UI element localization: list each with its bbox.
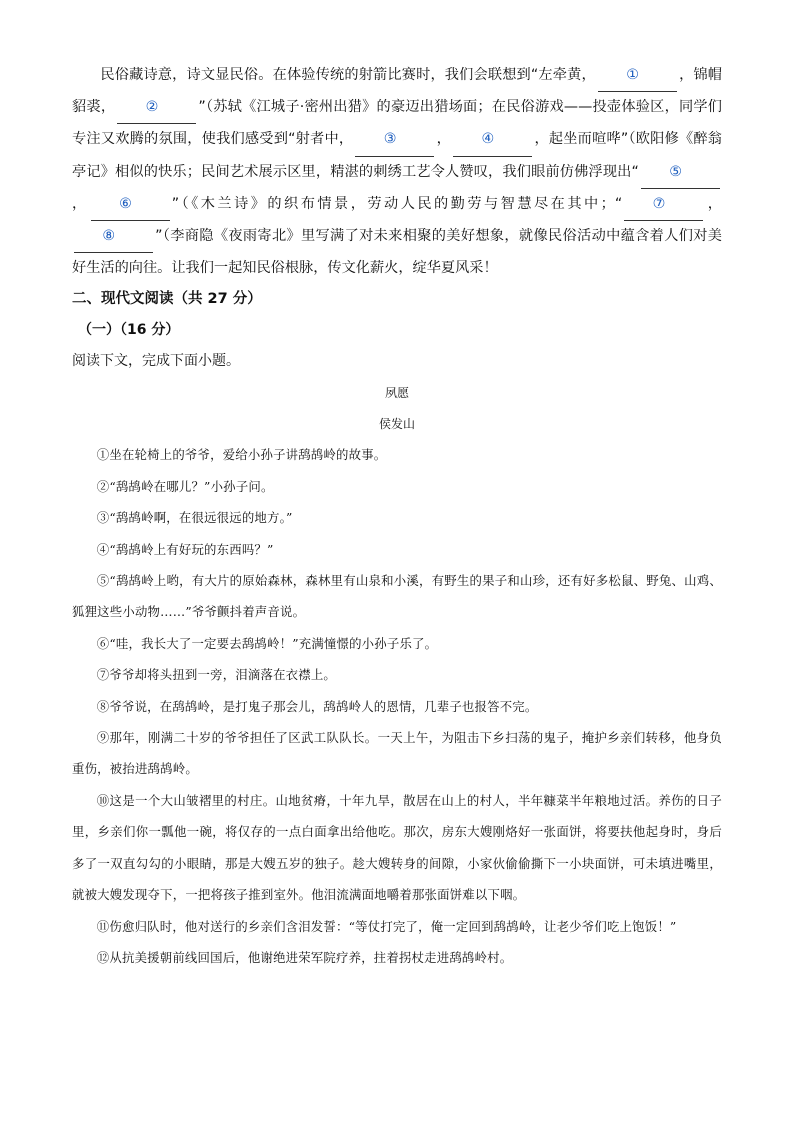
story-paragraph: ⑫从抗美援朝前线回国后，他谢绝进荣军院疗养，拄着拐杖走进鸹鸪岭村。 <box>96 949 513 965</box>
intro-text: ”（《木兰诗》的织布情景，劳动人民的勤劳与智慧尽在其中；“ <box>171 195 623 212</box>
blank-2[interactable]: ② <box>117 92 196 124</box>
intro-text: 民俗藏诗意，诗文显民俗。在体验传统的射箭比赛时，我们会联想到“左牵黄， <box>100 67 596 83</box>
intro-text: ， <box>436 131 452 148</box>
story-paragraph: ③“鸹鸪岭啊，在很远很远的地方。” <box>96 510 293 526</box>
intro-text: ， <box>705 195 722 212</box>
story-title: 夙愿 <box>384 386 409 401</box>
story-paragraph: ⑪伤愈归队时，他对送行的乡亲们含泪发誓：“等仗打完了，俺一定回到鸹鸪岭，让老少爷们吃上饱饭！” <box>96 918 677 934</box>
story-author: 侯发山 <box>378 417 415 432</box>
intro-text: ”（苏轼《江城子·密州出猎》的豪迈出猎场面；在民俗游戏——投壶体验区，同学们专注又欢腾的氛围，使我们感受到“射者中， <box>72 99 722 148</box>
intro-paragraph <box>72 60 722 284</box>
intro-text: ”（李商隐《夜雨寄北》里写满了对未来相聚的美好想象，就像民俗活动中蕴含着人们对美好生活的向往。让我们一起知民俗根脉，传文化薪火，绽华夏风采！ <box>72 228 722 277</box>
story-paragraph: ①坐在轮椅上的爷爷，爱给小孙子讲鸹鸪岭的故事。 <box>96 447 387 463</box>
intro-text: ， <box>72 195 89 212</box>
instruction-text: 阅读下文，完成下面小题。 <box>72 353 240 370</box>
story-paragraph: ⑩这是一个大山皱褶里的村庄。山地贫瘠，十年九旱，散居在山上的村人，半年糠菜半年粮地过活。养伤的日子里，乡亲们你一瓢他一碗，将仅存的一点白面拿出给他吃。那次，房东大嫂刚烙好一张面饼，将要扶他起身时，身后多了一双直勾勾的小眼睛，那是大嫂五岁的独子。趁大嫂转身的间隙，小家伙偷偷撕下一小块面饼，可未填进嘴里，就被大嫂发现夺下，一把将孩子推到室外。他泪流满面地嚼着那张面饼难以下咽。 <box>72 792 722 903</box>
blank-5[interactable]: ⑤ <box>641 157 720 189</box>
story-paragraph: ⑨那年，刚满二十岁的爷爷担任了区武工队队长。一天上午，为阻击下乡扫荡的鬼子，掩护乡亲们转移，他身负重伤，被抬进鸹鸪岭。 <box>72 730 722 777</box>
story-paragraph: ⑦爷爷却将头扭到一旁，泪滴落在衣襟上。 <box>96 667 337 683</box>
section-heading: 二、现代文阅读（共 27 分） <box>72 291 262 308</box>
subsection-heading: （一）（16 分） <box>78 322 180 339</box>
blank-7[interactable]: ⑦ <box>624 189 703 221</box>
document-page <box>72 60 722 973</box>
story-body <box>72 439 722 973</box>
story-paragraph: ②“鸹鸪岭在哪儿？”小孙子问。 <box>96 478 274 494</box>
blank-1[interactable]: ① <box>598 60 677 92</box>
blank-8[interactable]: ⑧ <box>74 221 153 253</box>
blank-4[interactable]: ④ <box>453 124 532 156</box>
story-paragraph: ⑥“哇，我长大了一定要去鸹鸪岭！”充满憧憬的小孙子乐了。 <box>96 635 438 651</box>
story-paragraph: ④“鸹鸪岭上有好玩的东西吗？” <box>96 541 274 557</box>
story-paragraph: ⑧爷爷说，在鸹鸪岭，是打鬼子那会儿，鸹鸪岭人的恩情，几辈子也报答不完。 <box>96 698 538 714</box>
blank-6[interactable]: ⑥ <box>91 189 170 221</box>
intro-text: ，起坐而喧哗”（欧阳修《醉翁亭记》相似的快乐；民间艺术展示区里，精湛的刺绣工艺令人赞叹，我们眼前仿佛浮现出“ <box>72 131 722 180</box>
story-paragraph: ⑤“鸹鸪岭上哟，有大片的原始森林，森林里有山泉和小溪，有野生的果子和山珍，还有好多松鼠、野兔、山鸡、狐狸这些小动物……”爷爷颤抖着声音说。 <box>72 573 722 620</box>
intro-text: ，锦帽貂裘， <box>72 67 722 116</box>
blank-3[interactable]: ③ <box>355 124 434 156</box>
